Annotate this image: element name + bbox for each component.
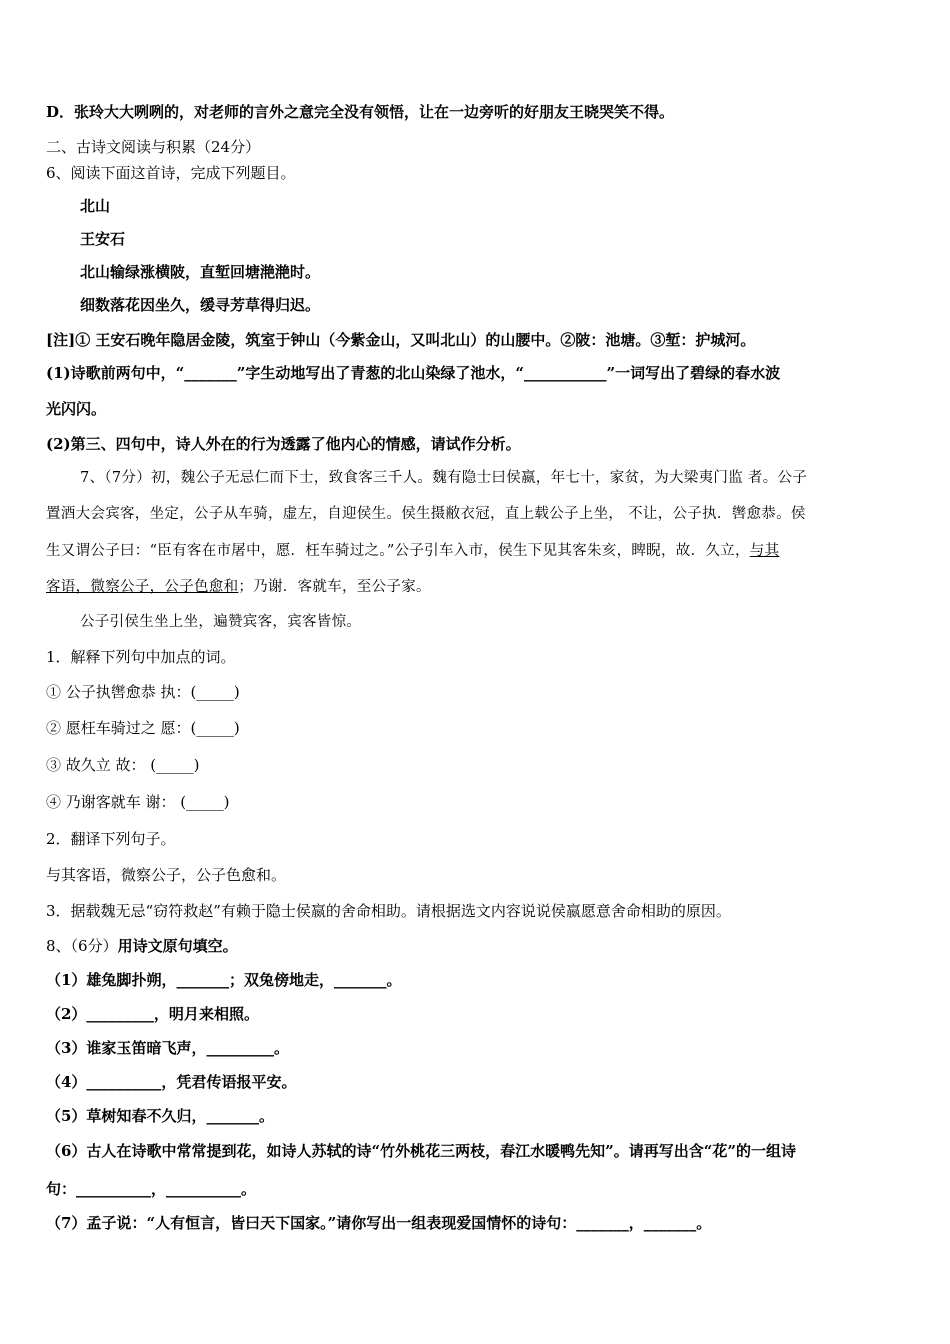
question-8-2: （2）_________，明月来相照。 [46,1005,259,1023]
question-7-1-item-2: ② 愿枉车骑过之 愿：(_____) [46,719,240,737]
question-7-1-item-4: ④ 乃谢客就车 谢： (_____) [46,793,230,811]
passage-line-5: 公子引侯生坐上坐，遍赞宾客，宾客皆惊。 [80,614,362,630]
passage-line-4-text: ；乃谢．客就车，至公子家。 [238,579,431,595]
section-2-heading: 二、古诗文阅读与积累（24分） [46,138,261,156]
passage-line-3 [46,541,779,561]
poem-title: 北山 [80,197,111,215]
question-8-text: 用诗文原句填空。 [117,937,238,955]
question-7-3: 3．据载魏无忌“窃符救赵”有赖于隐士侯嬴的舍命相助。请根据选文内容说说侯嬴愿意舍命相助的原因。 [46,902,731,920]
question-8 [46,936,238,956]
passage-line-1: 7、（7分）初，魏公子无忌仁而下士，致食客三千人。魏有隐士曰侯嬴，年七十，家贫，为大梁夷门监 者。公子 [80,470,808,486]
passage-line-3-text: 生又谓公子曰：“臣有客在市屠中，愿．枉车骑过之。”公子引车入市，侯生下见其客朱亥，睥睨，故．久立， [46,543,750,559]
question-6-1-line-b: 光闪闪。 [46,400,107,418]
passage-line-2: 置酒大会宾客，坐定，公子从车骑，虚左，自迎侯生。侯生摄敝衣冠，直上载公子上坐， 不让，公子执．辔愈恭。侯 [46,506,806,522]
question-8-4: （4）__________，凭君传语报平安。 [46,1073,297,1091]
question-7-2: 2．翻译下列句子。 [46,830,176,848]
poem-note: [注]① 王安石晚年隐居金陵，筑室于钟山（今紫金山，又叫北山）的山腰中。②陂：池塘。③堑：护城河。 [46,331,756,349]
poem-line-1: 北山输绿涨横陂，直堑回塘滟滟时。 [80,263,321,281]
question-8-1: （1）雄兔脚扑朔，_______；双兔傍地走，_______。 [46,971,402,989]
question-7-1-item-3: ③ 故久立 故： (_____) [46,756,200,774]
passage-line-4 [46,577,431,597]
option-d [46,102,674,122]
question-8-7: （7）孟子说：“人有恒言，皆曰天下国家。”请你写出一组表现爱国情怀的诗句：_______，_______。 [46,1214,712,1232]
question-7-2-sentence: 与其客语，微察公子，公子色愈和。 [46,866,287,884]
question-6-prompt: 6、阅读下面这首诗，完成下列题目。 [46,164,296,182]
passage-underlined-start: 与其 [749,543,780,559]
question-8-prefix: 8、（6分） [46,937,118,955]
poem-author: 王安石 [80,230,126,248]
question-8-5: （5）草树知春不久归，_______。 [46,1107,274,1125]
question-7-1-item-1: ① 公子执辔愈恭 执：(_____) [46,683,240,701]
option-d-text: 张玲大大咧咧的，对老师的言外之意完全没有领悟，让在一边旁听的好朋友王晓哭笑不得。 [74,103,675,121]
question-8-3: （3）谁家玉笛暗飞声，_________。 [46,1039,289,1057]
question-8-6-line-b: 句：__________，__________。 [46,1180,257,1198]
question-6-1-line-a: (1)诗歌前两句中，“_______”字生动地写出了青葱的北山染绿了池水，“___________”一词写出了碧绿的春水波 [46,364,781,382]
option-d-label: D． [46,103,75,121]
question-7-1: 1．解释下列句中加点的词。 [46,648,236,666]
passage-underlined-sentence: 客语，微察公子，公子色愈和 [46,579,239,595]
question-6-2: (2)第三、四句中，诗人外在的行为透露了他内心的情感，请试作分析。 [46,435,521,453]
poem-line-2: 细数落花因坐久，缓寻芳草得归迟。 [80,296,321,314]
question-8-6-line-a: （6）古人在诗歌中常常提到花，如诗人苏轼的诗“竹外桃花三两枝，春江水暖鸭先知”。请再写出含“花”的一组诗 [46,1142,796,1160]
